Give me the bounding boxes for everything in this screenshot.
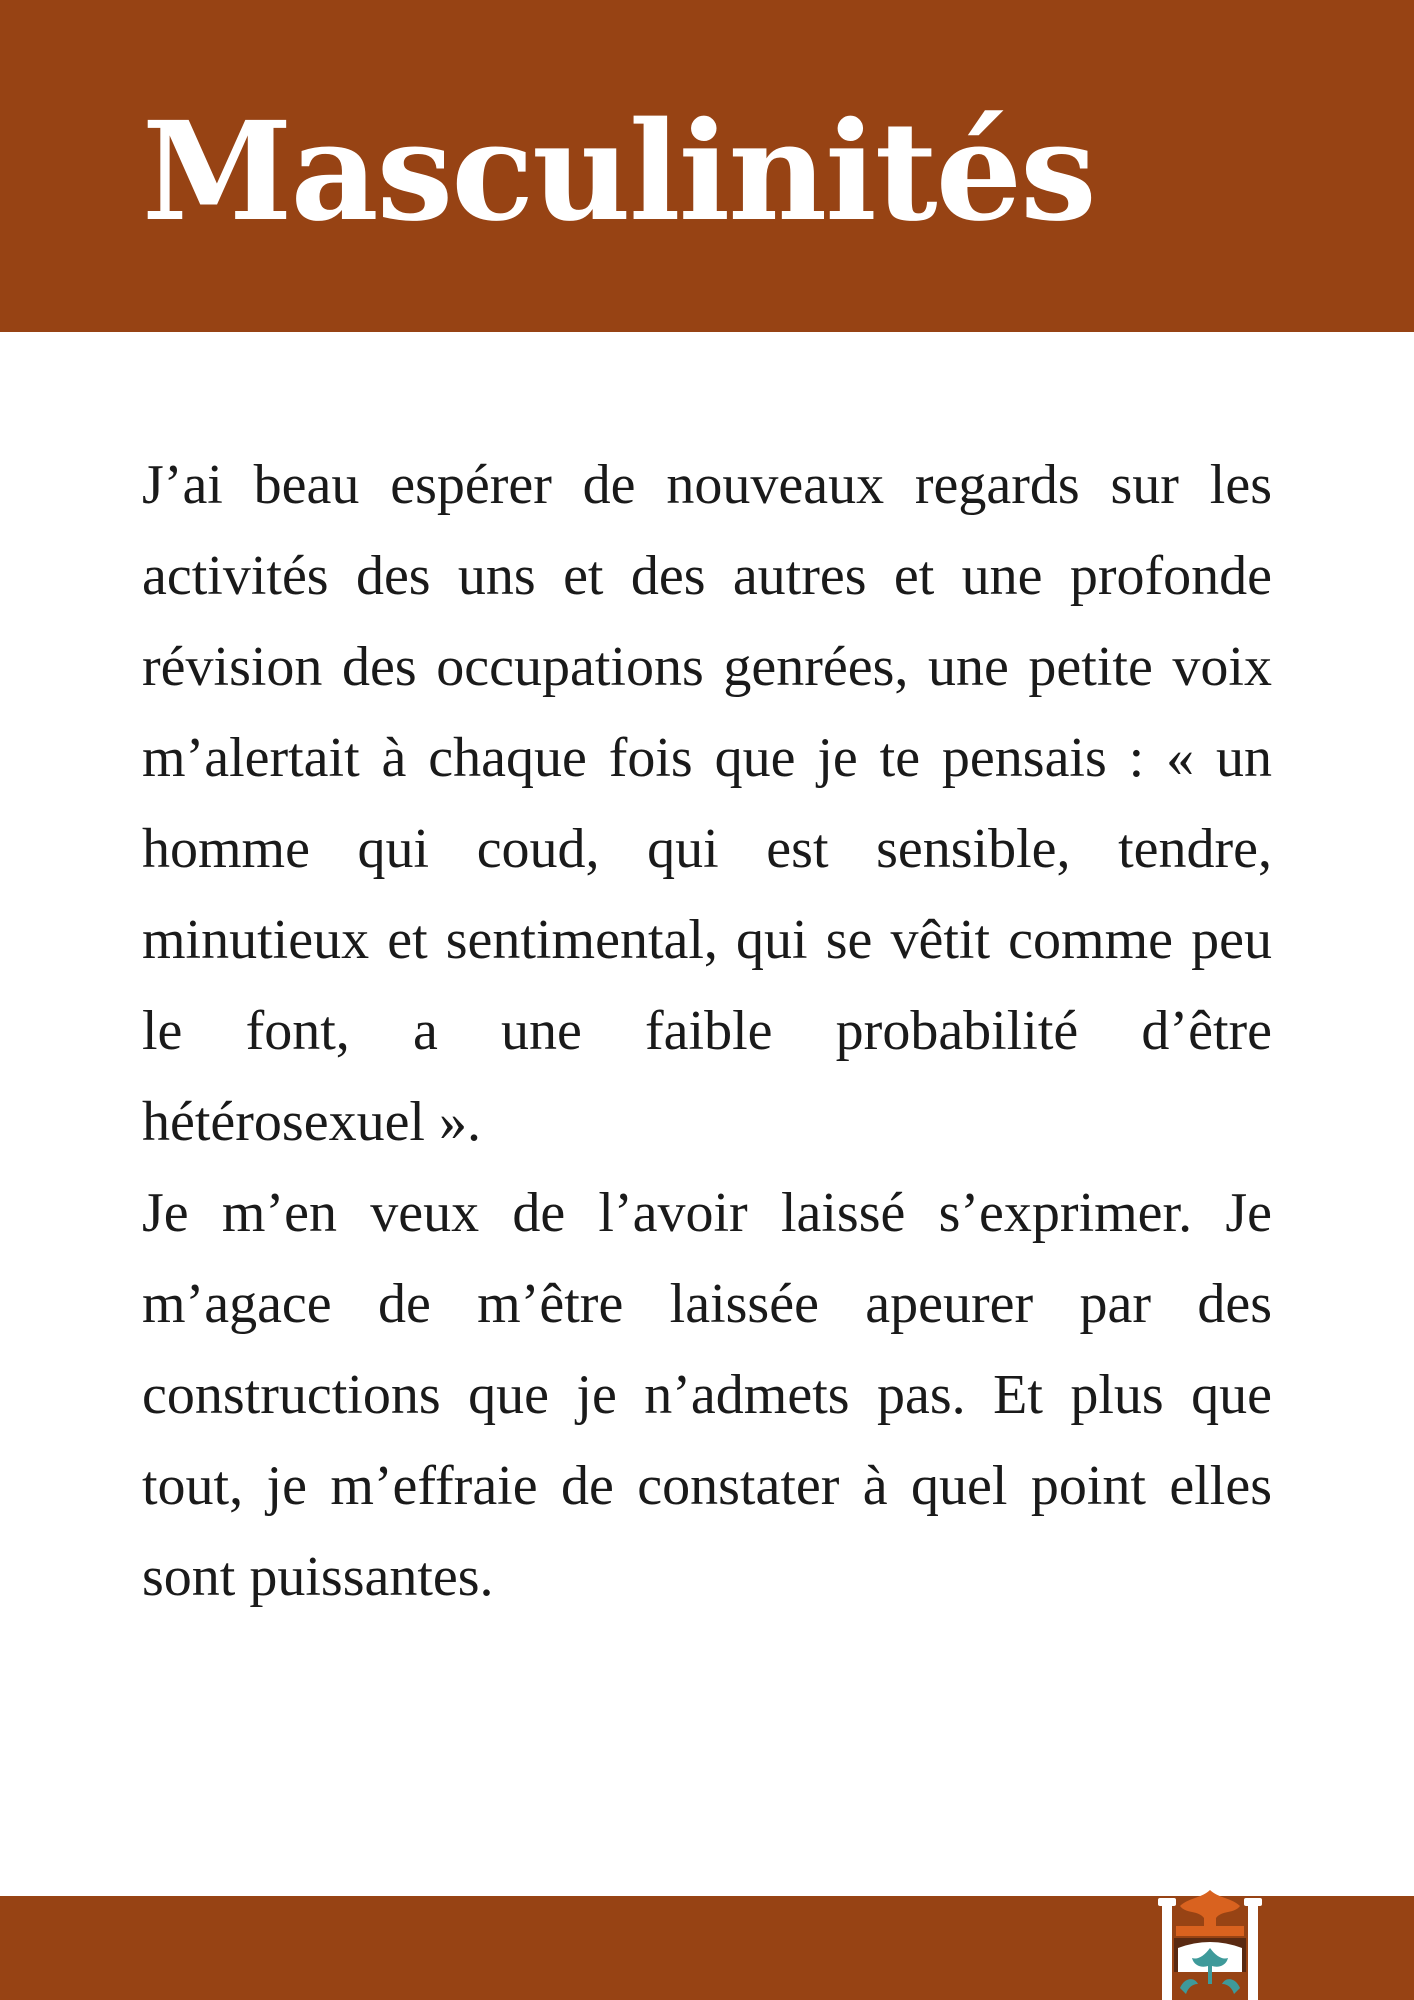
page-title: Masculinités (142, 92, 1095, 252)
logo-right-scroll (1222, 1979, 1240, 1994)
logo-crest-base (1176, 1926, 1244, 1936)
logo-right-cap (1244, 1898, 1262, 1906)
decorative-frame-emblem-icon (1158, 1888, 1262, 2000)
logo-left-column (1162, 1904, 1172, 2000)
header-band (0, 0, 1414, 332)
logo-right-column (1248, 1904, 1258, 2000)
paragraph-2: Je m’en veux de l’avoir laissé s’exprimer. Je m’agace de m’être laissée apeurer par des constructions que je n’admets pas. Et plus que tout, je m’effraie de constater à quel point elles sont puissantes. (142, 1182, 1272, 1608)
logo-left-scroll (1180, 1979, 1198, 1994)
body-text (142, 440, 1272, 1623)
logo-left-cap (1158, 1898, 1176, 1906)
paragraph-1: J’ai beau espérer de nouveaux regards sur les activités des uns et des autres et une profonde révision des occupations genrées, une petite voix m’alertait à chaque fois que je te pensais : « un homme qui coud, qui est sensible, tendre, minutieux et sentimental, qui se vêtit comme peu le font, a une faible probabilité d’être hétérosexuel ». (142, 454, 1272, 1153)
logo-crest (1180, 1890, 1240, 1928)
